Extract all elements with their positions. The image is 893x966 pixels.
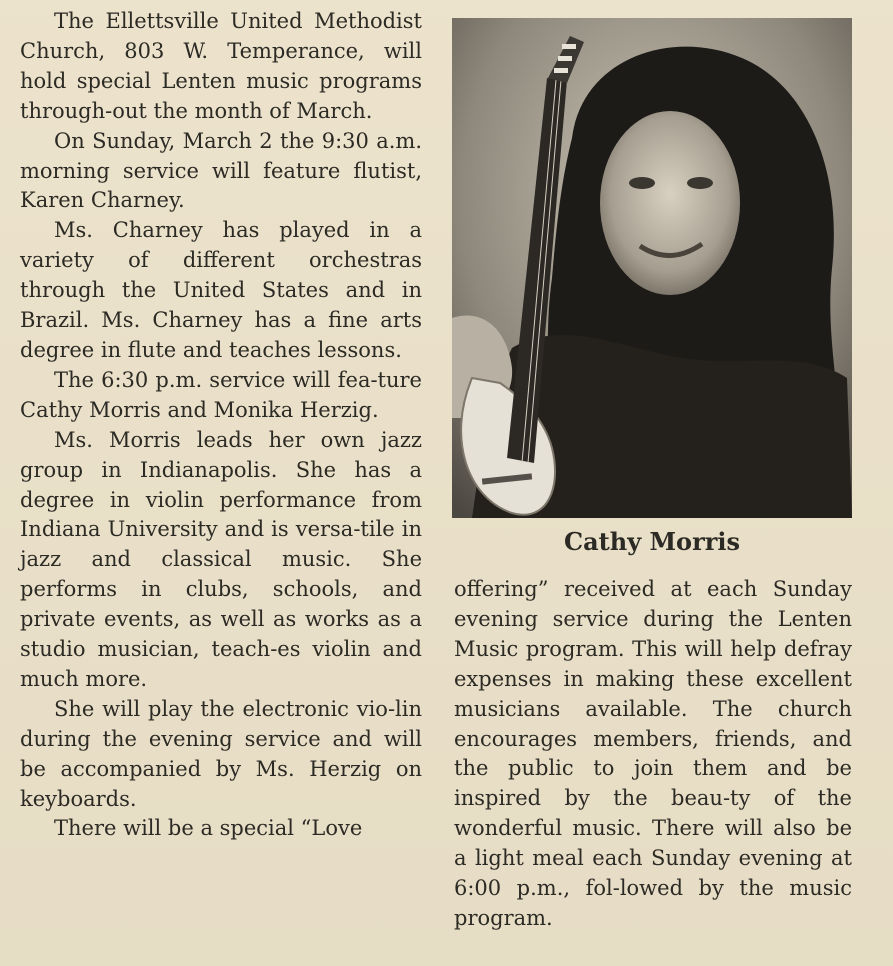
portrait-photo: [452, 18, 852, 518]
paragraph-love-offering-start: There will be a special “Love: [54, 816, 363, 841]
paragraph-evening-service: The 6:30 p.m. service will fea-ture Cathy Morris and Monika Herzig.: [20, 367, 422, 422]
article-left-column: [20, 7, 422, 844]
paragraph-morris-bio: Ms. Morris leads her own jazz group in Indianapolis. She has a degree in violin performance from Indiana University and is versa-tile in jazz and classical music. She performs in clubs, schools, and private events, as well as works as a studio musician, teach-es violin and much more.: [20, 427, 422, 691]
paragraph-electronic-violin: She will play the electronic vio-lin during the evening service and will be accompanied by Ms. Herzig on keyboards.: [20, 696, 422, 811]
paragraph-love-offering-continued: offering” received at each Sunday evening service during the Lenten Music program. This will help defray expenses in making these excellent musicians available. The church encourages members, friends, and the public to join them and be inspired by the beau-ty of the wonderful music. There will also be a light meal each Sunday evening at 6:00 p.m., fol-lowed by the music program.: [454, 577, 852, 930]
article-right-column: [454, 575, 852, 934]
paragraph-charney-bio: Ms. Charney has played in a variety of different orchestras through the United States and in Brazil. Ms. Charney has a fine arts degree in flute and teaches lessons.: [20, 218, 422, 362]
paragraph-intro: The Ellettsville United Methodist Church, 803 W. Temperance, will hold special Lenten music programs through-out the month of March.: [20, 9, 422, 123]
portrait-illustration: [452, 18, 852, 518]
photo-caption: Cathy Morris: [564, 527, 740, 556]
paragraph-march-2: On Sunday, March 2 the 9:30 a.m. morning service will feature flutist, Karen Charney.: [20, 128, 422, 213]
